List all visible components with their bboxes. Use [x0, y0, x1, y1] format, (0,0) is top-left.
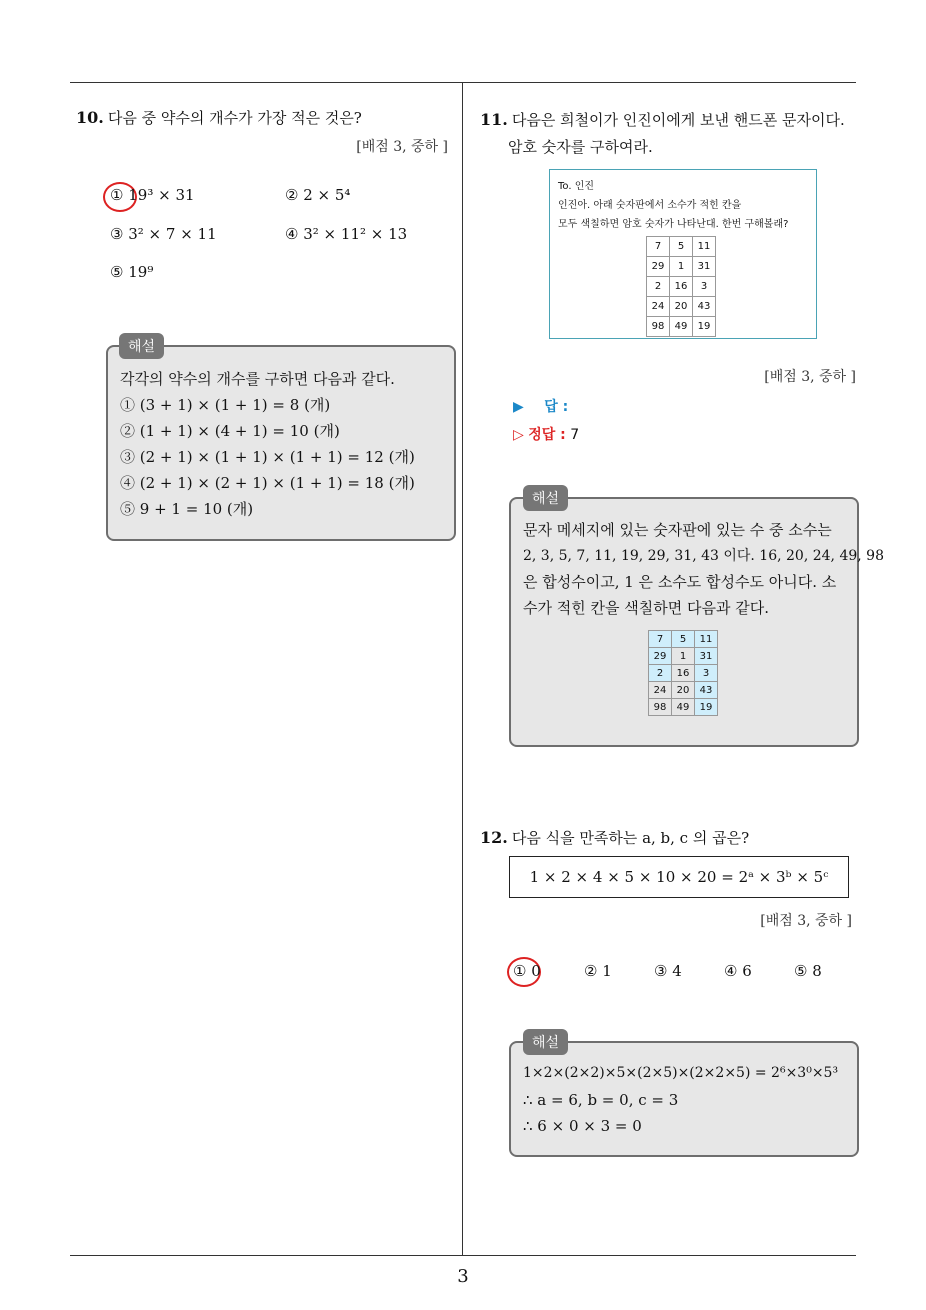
q11-solution-line: 수가 적힌 칸을 색칠하면 다음과 같다. — [523, 599, 769, 617]
q10-text: 다음 중 약수의 개수가 가장 적은 것은? — [107, 109, 362, 127]
grid-cell: 5 — [672, 631, 695, 648]
q11-solution-line: 문자 메세지에 있는 숫자판에 있는 수 중 소수는 — [523, 521, 832, 539]
q12-question — [480, 824, 749, 852]
grid-cell: 98 — [649, 699, 672, 716]
grid-row — [647, 277, 716, 297]
q11-solution-box — [509, 497, 884, 747]
q11-solution-line: 은 합성수이고, 1 은 소수도 합성수도 아니다. 소 — [523, 573, 837, 591]
grid-cell: 31 — [693, 257, 716, 277]
q12-text: 다음 식을 만족하는 a, b, c 의 곱은? — [511, 829, 750, 847]
q12-number: 12. — [480, 828, 508, 847]
q11-solution-tag: 해설 — [523, 485, 568, 511]
q10-meta: [배점 3, 중하 ] — [356, 139, 448, 155]
q10-solution-line: ① (3 + 1) × (1 + 1) = 8 (개) — [120, 396, 331, 414]
q10-option-4[interactable]: ④ 3² × 11² × 13 — [285, 225, 408, 243]
q12-option-5[interactable]: ⑤ 8 — [794, 962, 822, 980]
grid-cell: 24 — [649, 682, 672, 699]
grid-cell: 20 — [672, 682, 695, 699]
grid-row — [649, 665, 718, 682]
q10-solution-line: ④ (2 + 1) × (2 + 1) × (1 + 1) = 18 (개) — [120, 474, 415, 492]
grid-cell: 16 — [670, 277, 693, 297]
q10-solution-line: ⑤ 9 + 1 = 10 (개) — [120, 500, 254, 518]
q12-solution-line: 1×2×(2×2)×5×(2×5)×(2×2×5) = 2⁶×3⁰×5³ — [523, 1065, 839, 1081]
grid-cell: 19 — [695, 699, 718, 716]
q10-option-1[interactable]: ① 19³ × 31 — [110, 186, 195, 204]
message-to: To. 인진 — [558, 181, 595, 192]
bottom-rule — [70, 1255, 856, 1256]
correct-label: 정답 : — [528, 427, 566, 443]
q12-solution-tag: 해설 — [523, 1029, 568, 1055]
grid-cell: 3 — [693, 277, 716, 297]
grid-cell: 7 — [647, 237, 670, 257]
q12-option-4[interactable]: ④ 6 — [724, 962, 752, 980]
grid-cell: 19 — [693, 317, 716, 337]
grid-cell: 1 — [670, 257, 693, 277]
grid-cell: 2 — [647, 277, 670, 297]
q10-solution-line: ③ (2 + 1) × (1 + 1) × (1 + 1) = 12 (개) — [120, 448, 415, 466]
grid-row — [647, 237, 716, 257]
grid-row — [649, 631, 718, 648]
q12-solution-box — [509, 1041, 859, 1157]
correct-marker: ▷ — [513, 427, 524, 443]
phone-message-box — [549, 169, 817, 339]
grid-cell: 29 — [649, 648, 672, 665]
q10-option-5[interactable]: ⑤ 19⁹ — [110, 263, 154, 281]
q11-text-2: 암호 숫자를 구하여라. — [508, 138, 653, 156]
answer-marker: ▶ — [513, 399, 524, 415]
correct-value: 7 — [570, 427, 580, 443]
q11-text-1: 다음은 희철이가 인진이에게 보낸 핸드폰 문자이다. — [511, 111, 845, 129]
grid-cell: 29 — [647, 257, 670, 277]
grid-row — [647, 317, 716, 337]
grid-cell: 43 — [695, 682, 718, 699]
q12-option-3[interactable]: ③ 4 — [654, 962, 682, 980]
grid-row — [649, 682, 718, 699]
column-divider — [462, 82, 463, 1256]
correct-answer-row — [513, 424, 579, 444]
grid-cell: 98 — [647, 317, 670, 337]
message-number-grid — [646, 236, 716, 337]
grid-row — [647, 297, 716, 317]
q10-question — [76, 104, 362, 132]
grid-cell: 11 — [693, 237, 716, 257]
grid-row — [649, 648, 718, 665]
q11-solution-line: 2, 3, 5, 7, 11, 19, 29, 31, 43 이다. 16, 20, 24, 49, 98 — [523, 548, 884, 564]
grid-cell: 2 — [649, 665, 672, 682]
q12-option-1[interactable]: ① 0 — [513, 962, 541, 980]
q10-solution-box — [106, 345, 456, 541]
q12-option-2[interactable]: ② 1 — [584, 962, 612, 980]
solution-number-grid — [648, 630, 718, 716]
grid-cell: 31 — [695, 648, 718, 665]
q10-option-2[interactable]: ② 2 × 5⁴ — [285, 186, 351, 204]
grid-cell: 11 — [695, 631, 718, 648]
q12-meta: [배점 3, 중하 ] — [760, 913, 852, 929]
grid-row — [647, 257, 716, 277]
grid-cell: 24 — [647, 297, 670, 317]
q11-question — [480, 106, 845, 161]
grid-cell: 3 — [695, 665, 718, 682]
answer-row — [513, 396, 568, 416]
grid-row — [649, 699, 718, 716]
q10-option-3[interactable]: ③ 3² × 7 × 11 — [110, 225, 217, 243]
q12-equation-box: 1 × 2 × 4 × 5 × 10 × 20 = 2ᵃ × 3ᵇ × 5ᶜ — [509, 856, 849, 898]
grid-cell: 16 — [672, 665, 695, 682]
grid-cell: 20 — [670, 297, 693, 317]
grid-cell: 49 — [672, 699, 695, 716]
grid-cell: 49 — [670, 317, 693, 337]
message-line: 인진아. 아래 숫자판에서 소수가 적힌 칸을 — [558, 200, 742, 211]
grid-cell: 43 — [693, 297, 716, 317]
q11-number: 11. — [480, 110, 508, 129]
grid-cell: 1 — [672, 648, 695, 665]
q10-number: 10. — [76, 108, 104, 127]
q12-solution-line: ∴ a = 6, b = 0, c = 3 — [523, 1091, 679, 1109]
answer-label: 답 : — [544, 399, 569, 415]
page-number: 3 — [457, 1266, 469, 1287]
grid-cell: 5 — [670, 237, 693, 257]
top-rule — [70, 82, 856, 83]
q10-solution-line: 각각의 약수의 개수를 구하면 다음과 같다. — [120, 370, 395, 388]
q12-solution-line: ∴ 6 × 0 × 3 = 0 — [523, 1117, 642, 1135]
q10-solution-line: ② (1 + 1) × (4 + 1) = 10 (개) — [120, 422, 340, 440]
q11-meta: [배점 3, 중하 ] — [764, 369, 856, 385]
q10-solution-tag: 해설 — [119, 333, 164, 359]
message-line: 모두 색칠하면 암호 숫자가 나타난대. 한번 구해볼래? — [558, 219, 789, 230]
grid-cell: 7 — [649, 631, 672, 648]
